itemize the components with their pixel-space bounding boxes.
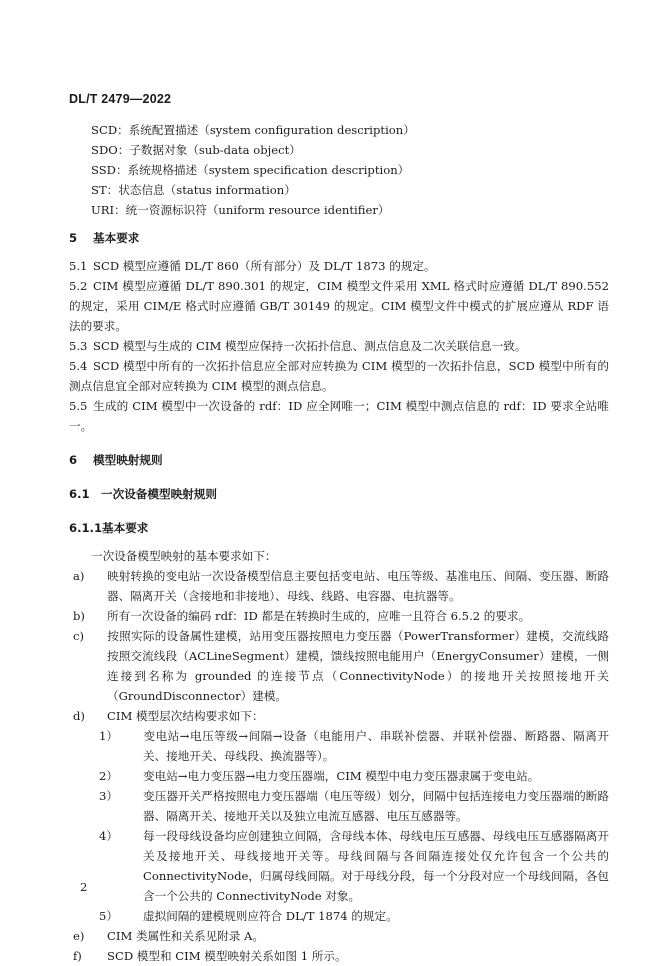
doc-header: DL/T 2479—2022 — [69, 92, 172, 106]
list-item-f: f) SCD 模型和 CIM 模型映射关系如图 1 所示。 — [73, 949, 347, 963]
clause-5-1: 5.1 SCD 模型应遵循 DL/T 860（所有部分）及 DL/T 1873 的规定。 — [69, 259, 436, 273]
intro-sentence: 一次设备模型映射的基本要求如下： — [91, 549, 277, 563]
list-item-d: d) CIM 模型层次结构要求如下： — [73, 709, 264, 723]
list-item-b: b) 所有一次设备的编码 rdf：ID 都是在转换时生成的，应唯一且符合 6.5.2 的要求。 — [73, 609, 531, 623]
clause-5-2: 5.2 CIM 模型应遵循 DL/T 890.301 的规定，CIM 模型文件采用 XML 格式时应遵循 DL/T 890.552 的规定，采用 CIM/E 格式时应遵循 GB/T 30149 的规定。CIM 模型文件中模式的扩展应遵从 RDF 语法的要求。 — [69, 279, 609, 333]
abbr-uri: URI：统一资源标识符（uniform resource identifier） — [91, 203, 390, 217]
sub-item-4: 4） 每一段母线设备均应创建独立间隔，含母线本体、母线电压互感器、母线电压互感器隔离开关及接地开关、母线接地开关等。母线间隔与各间隔连接处仅允许包含一个公共的 ConnectivityNode，归属母线间隔。对于母线分段，每一个分段对应一个母线间隔，各包含一个公共的 ConnectivityNode 对象。 — [99, 829, 609, 903]
clause-5-5: 5.5 生成的 CIM 模型中一次设备的 rdf：ID 应全网唯一；CIM 模型中测点信息的 rdf：ID 要求全站唯一。 — [69, 399, 609, 433]
sub-item-1: 1） 变电站→电压等级→间隔→设备（电能用户、串联补偿器、并联补偿器、断路器、隔离开关、接地开关、母线段、换流器等）。 — [99, 729, 609, 763]
abbr-ssd: SSD：系统规格描述（system specification description） — [91, 163, 410, 177]
list-item-a: a) 映射转换的变电站一次设备模型信息主要包括变电站、电压等级、基准电压、间隔、变压器、断路器、隔离开关（含接地和非接地）、母线、线路、电容器、电抗器等。 — [73, 569, 609, 603]
abbr-sdo: SDO：子数据对象（sub-data object） — [91, 143, 301, 157]
section-6-1-1-heading: 6.1.1基本要求 — [69, 521, 149, 535]
list-item-c: c) 按照实际的设备属性建模，站用变压器按照电力变压器（PowerTransformer）建模，交流线路按照交流线段（ACLineSegment）建模，馈线按照电能用户（EnergyConsumer）建模，一侧连接到名称为 grounded 的连接节点（ConnectivityNode）的接地开关按照接地开关（GroundDisconnector）建模。 — [73, 629, 609, 703]
clause-5-4: 5.4 SCD 模型中所有的一次拓扑信息应全部对应转换为 CIM 模型的一次拓扑信息，SCD 模型中所有的测点信息宜全部对应转换为 CIM 模型的测点信息。 — [69, 359, 609, 393]
abbr-st: ST：状态信息（status information） — [91, 183, 296, 197]
abbr-scd: SCD：系统配置描述（system configuration description） — [91, 123, 415, 137]
page-content — [69, 120, 609, 966]
sub-item-3: 3） 变压器开关严格按照电力变压器端（电压等级）划分，间隔中包括连接电力变压器端的断路器、隔离开关、接地开关以及独立电流互感器、电压互感器等。 — [99, 789, 609, 823]
page-number: 2 — [80, 880, 88, 894]
section-6-1-heading: 6.1 一次设备模型映射规则 — [69, 487, 217, 501]
clause-5-3: 5.3 SCD 模型与生成的 CIM 模型应保持一次拓扑信息、测点信息及二次关联信息一致。 — [69, 339, 527, 353]
section-6-heading: 6 模型映射规则 — [69, 453, 163, 467]
sub-item-5: 5） 虚拟间隔的建模规则应符合 DL/T 1874 的规定。 — [99, 909, 398, 923]
sub-item-2: 2） 变电站→电力变压器→电力变压器端，CIM 模型中电力变压器隶属于变电站。 — [99, 769, 540, 783]
section-5-heading: 5 基本要求 — [69, 231, 140, 245]
list-item-e: e) CIM 类属性和关系见附录 A。 — [73, 929, 265, 943]
